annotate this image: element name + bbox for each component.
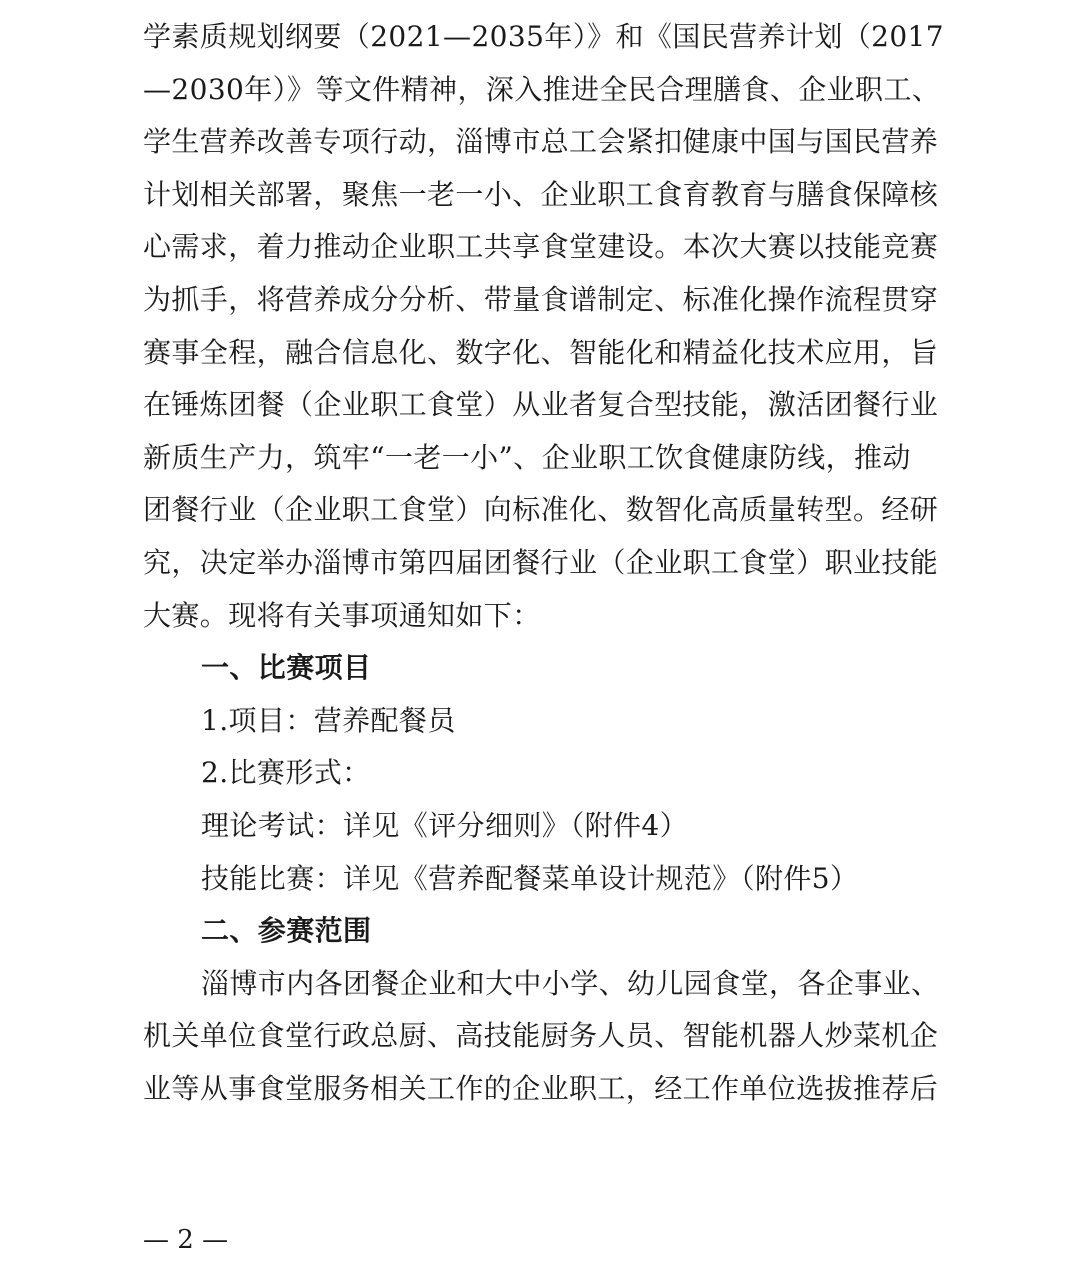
paragraph-line: 学生营养改善专项行动，淄博市总工会紧扣健康中国与国民营养 [143, 125, 939, 159]
paragraph-line: 新质生产力，筑牢“一老一小”、企业职工饮食健康防线，推动 [143, 440, 911, 474]
theory-exam-line: 理论考试：详见《评分细则》（附件4） [201, 808, 689, 842]
paragraph-line: 大赛。现将有关事项通知如下： [143, 598, 541, 632]
paragraph-line: 心需求，着力推动企业职工共享食堂建设。本次大赛以技能竞赛 [143, 230, 939, 264]
page-number: — 2 — [143, 1225, 229, 1255]
item-competition-format: 2.比赛形式： [201, 756, 371, 790]
document-body [143, 11, 953, 1115]
scope-line: 业等从事食堂服务相关工作的企业职工，经工作单位选拔推荐后 [143, 1071, 939, 1105]
section-heading-competition-items: 一、比赛项目 [201, 651, 372, 685]
paragraph-line: 为抓手，将营养成分分析、带量食谱制定、标准化操作流程贯穿 [143, 282, 939, 316]
paragraph-line: 在锤炼团餐（企业职工食堂）从业者复合型技能，激活团餐行业 [143, 388, 939, 422]
item-project: 1.项目：营养配餐员 [201, 703, 456, 737]
paragraph-line: 赛事全程，融合信息化、数字化、智能化和精益化技术应用，旨 [143, 335, 939, 369]
paragraph-line: —2030年）》等文件精神，深入推进全民合理膳食、企业职工、 [143, 72, 941, 106]
paragraph-line: 团餐行业（企业职工食堂）向标准化、数智化高质量转型。经研 [143, 493, 939, 527]
scope-line: 机关单位食堂行政总厨、高技能厨务人员、智能机器人炒菜机企 [143, 1019, 939, 1053]
paragraph-line: 计划相关部署，聚焦一老一小、企业职工食育教育与膳食保障核 [143, 177, 939, 211]
paragraph-line: 究，决定举办淄博市第四届团餐行业（企业职工食堂）职业技能 [143, 545, 939, 579]
scope-line: 淄博市内各团餐企业和大中小学、幼儿园食堂，各企事业、 [201, 966, 940, 1000]
paragraph-line: 学素质规划纲要（2021—2035年）》和《国民营养计划（2017 [143, 20, 944, 53]
section-heading-participation-scope: 二、参赛范围 [201, 914, 372, 948]
skill-competition-line: 技能比赛：详见《营养配餐菜单设计规范》（附件5） [201, 861, 859, 895]
